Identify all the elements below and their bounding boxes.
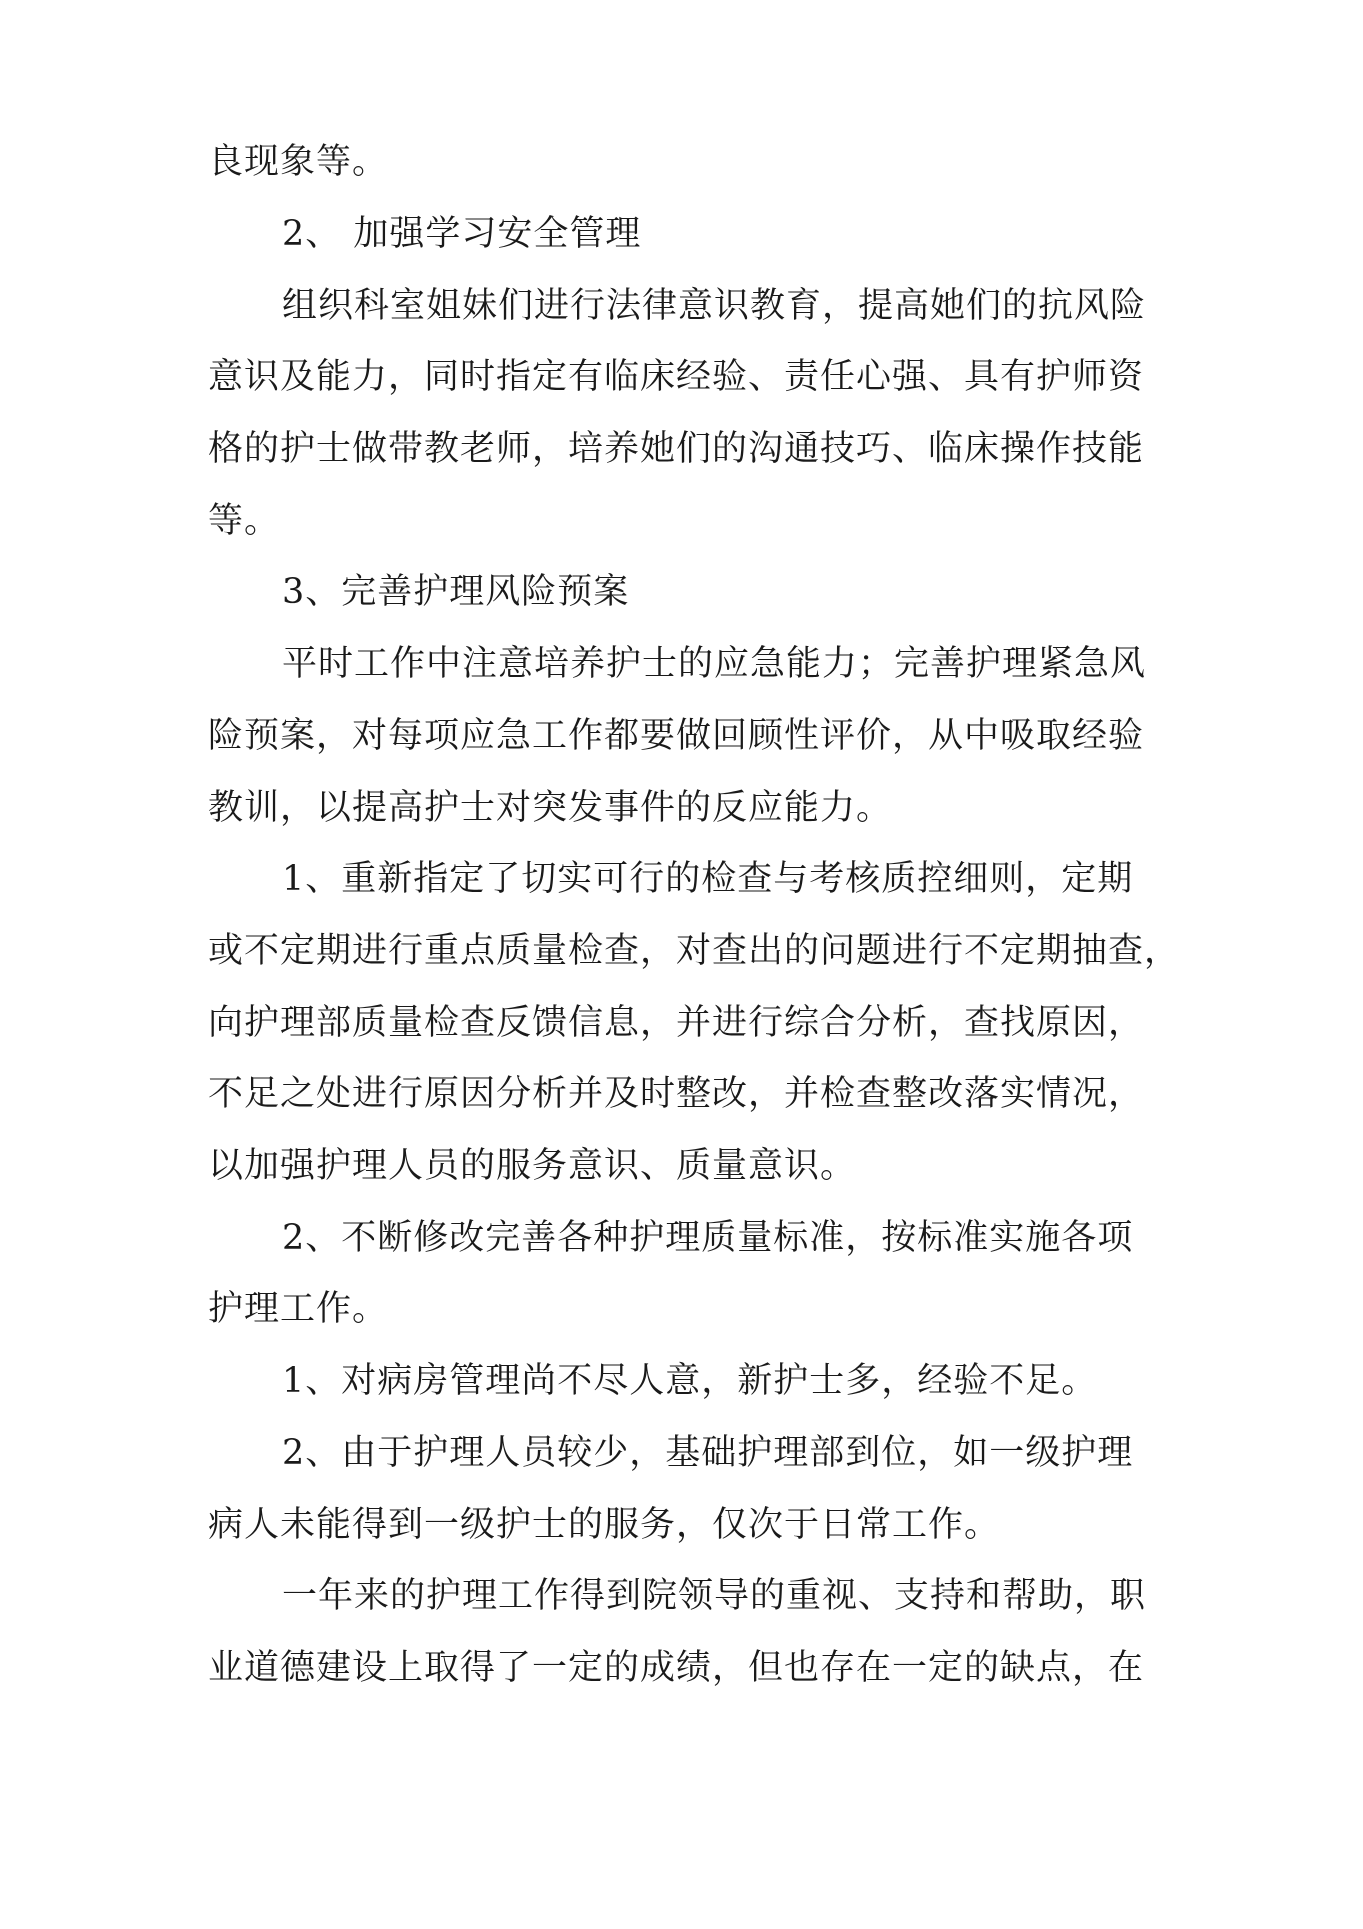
text-line: 组织科室姐妹们进行法律意识教育，提高她们的抗风险 [282,286,1147,326]
text-line: 等。 [208,501,281,541]
text-line: 不足之处进行原因分析并及时整改，并检查整改落实情况， [208,1074,1145,1114]
text-line: 平时工作中注意培养护士的应急能力；完善护理紧急风 [282,644,1147,684]
text-line: 以加强护理人员的服务意识、质量意识。 [208,1146,857,1186]
text-line: 意识及能力，同时指定有临床经验、责任心强、具有护师资 [208,357,1145,397]
text-line: 一年来的护理工作得到院领导的重视、支持和帮助，职 [282,1576,1147,1616]
text-line: 1、对病房管理尚不尽人意，新护士多，经验不足。 [282,1361,1098,1401]
text-line: 病人未能得到一级护士的服务，仅次于日常工作。 [208,1505,1001,1545]
text-line: 良现象等。 [208,142,389,182]
section-heading: 2、 加强学习安全管理 [282,214,642,254]
text-line: 业道德建设上取得了一定的成绩，但也存在一定的缺点，在 [208,1648,1145,1688]
text-line: 向护理部质量检查反馈信息，并进行综合分析，查找原因， [208,1003,1145,1043]
text-line: 或不定期进行重点质量检查，对查出的问题进行不定期抽查， [208,931,1181,971]
text-line: 护理工作。 [208,1289,389,1329]
text-line: 格的护士做带教老师，培养她们的沟通技巧、临床操作技能 [208,429,1145,469]
text-line: 险预案，对每项应急工作都要做回顾性评价，从中吸取经验 [208,716,1145,756]
text-line: 2、由于护理人员较少，基础护理部到位，如一级护理 [282,1433,1134,1473]
section-heading: 3、完善护理风险预案 [282,572,630,612]
text-line: 1、重新指定了切实可行的检查与考核质控细则，定期 [282,859,1134,899]
text-line: 教训，以提高护士对突发事件的反应能力。 [208,788,893,828]
text-line: 2、不断修改完善各种护理质量标准，按标准实施各项 [282,1218,1134,1258]
